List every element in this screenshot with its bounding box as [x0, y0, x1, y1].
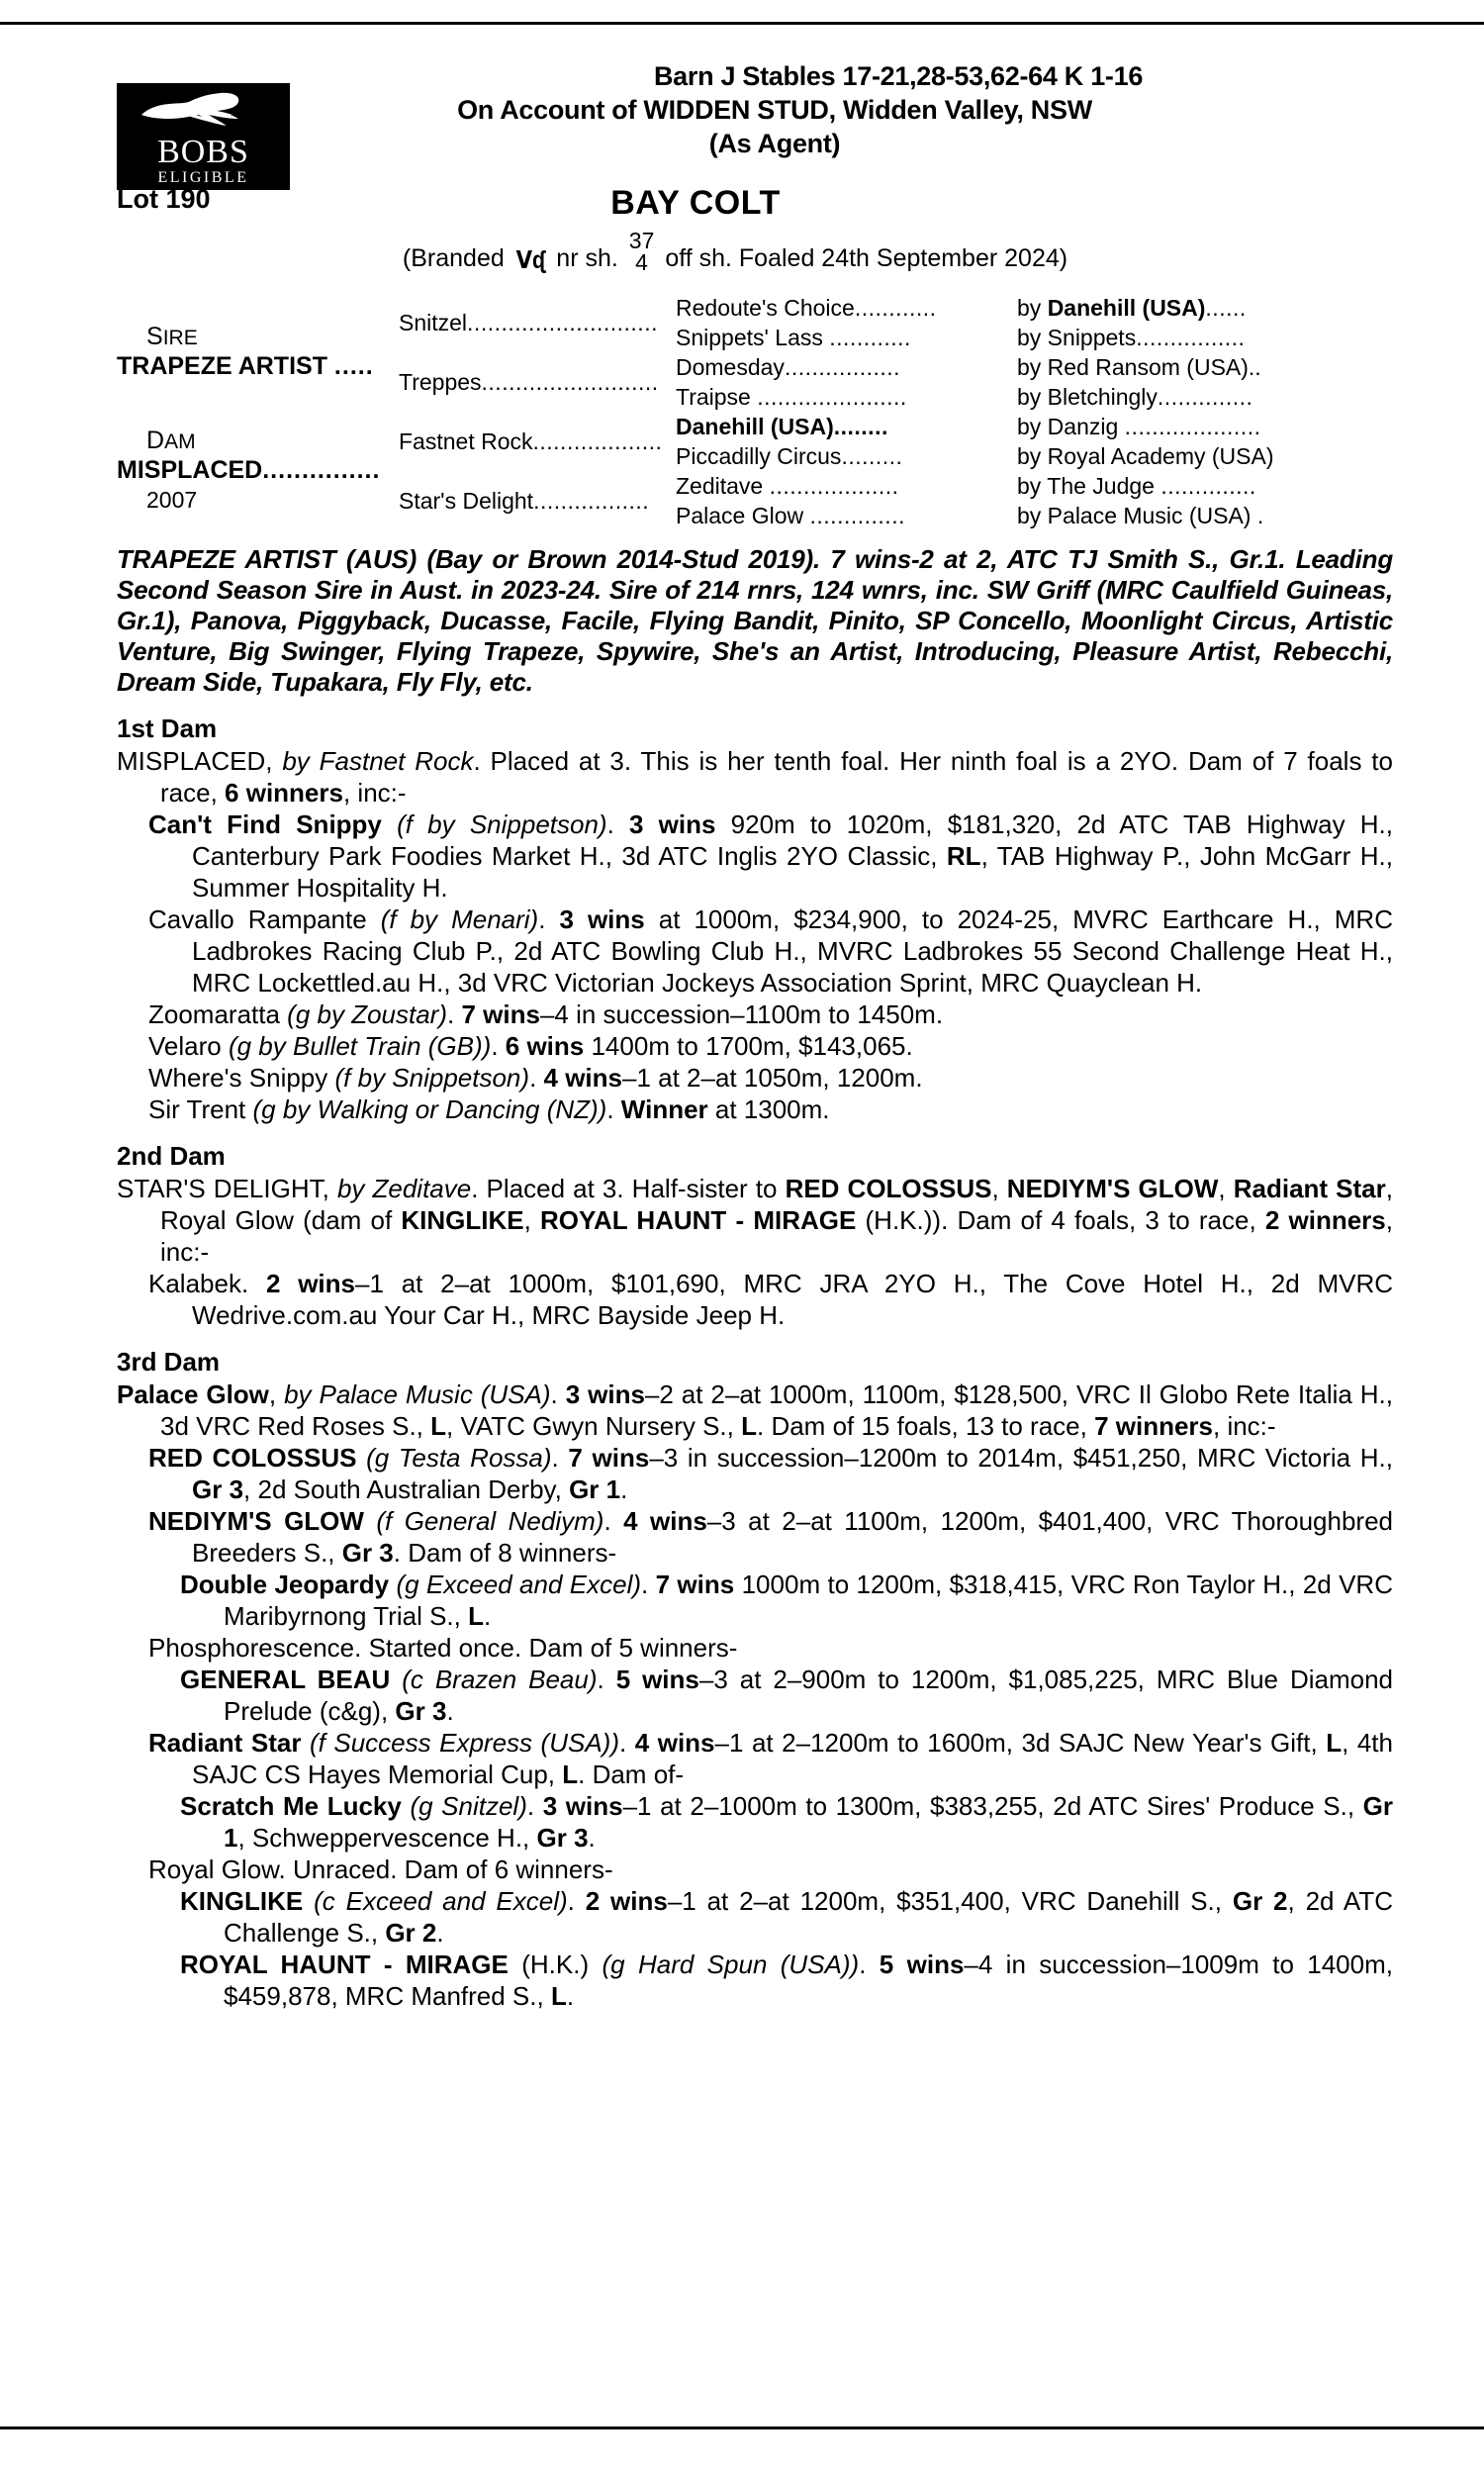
account-line: On Account of WIDDEN STUD, Widden Valley, NSW — [457, 95, 1092, 125]
pedigree-ggp-5: Piccadilly Circus......... — [676, 443, 903, 469]
brand-symbol-icon: Vᶑ — [515, 245, 545, 274]
brand-prefix-text: (Branded — [402, 244, 505, 272]
second-dam-heading: 2nd Dam — [117, 1141, 226, 1171]
first-dam-lead: MISPLACED, by Fastnet Rock. Placed at 3. This is her tenth foal. Her ninth foal is a 2YO. Dam of 7 foals to race, 6 winners, inc:- — [117, 746, 1393, 808]
first-dam-progeny-4: Where's Snippy (f by Snippetson). 4 wins–1 at 2–at 1050m, 1200m. — [148, 1063, 923, 1093]
pedigree-gggp-1: by Snippets................ — [1017, 325, 1246, 350]
page-top-rule — [0, 22, 1484, 25]
pedigree-ggp-2: Domesday................. — [676, 354, 901, 380]
dam-name: MISPLACED............... — [117, 456, 381, 484]
pedigree-gp-0: Snitzel ............................ — [399, 310, 658, 335]
second-dam-progeny-0: Kalabek. 2 wins–1 at 2–at 1000m, $101,690, MRC JRA 2YO H., The Cove Hotel H., 2d MVRC Wedrive.com.au Your Car H., MRC Bayside Jeep H. — [148, 1269, 1394, 1330]
first-dam-progeny-3: Velaro (g by Bullet Train (GB)). 6 wins 1400m to 1700m, $143,065. — [148, 1031, 913, 1061]
pedigree-ggp-3: Traipse ...................... — [676, 384, 907, 410]
third-dam-progeny-3: Phosphorescence. Started once. Dam of 5 winners- — [148, 1633, 738, 1663]
pedigree-parents-column — [117, 293, 399, 530]
third-dam-progeny-4: GENERAL BEAU (c Brazen Beau). 5 wins–3 at 2–900m to 1200m, $1,085,225, MRC Blue Diamond Prelude (c&g), Gr 3. — [180, 1665, 1393, 1726]
first-dam-progeny-1: Cavallo Rampante (f by Menari). 3 wins at 1000m, $234,900, to 2024-25, MVRC Earthcare H., MRC Ladbrokes Racing Club P., 2d ATC Bowling Club H., MVRC Ladbrokes 55 Second Challenge Heat H., MRC Lockettled.au H., 3d VRC Victorian Jockeys Association Sprint, MRC Quayclean H. — [148, 904, 1393, 998]
pedigree-gggp-3: by Bletchingly.............. — [1017, 384, 1253, 410]
pedigree-ggp-1: Snippets' Lass ............ — [676, 325, 911, 350]
pedigree-table — [117, 293, 1393, 530]
brand-suffix-text: off sh. Foaled 24th September 2024) — [665, 244, 1068, 272]
page-bottom-rule — [0, 2426, 1484, 2429]
header-text-lines — [117, 59, 1393, 160]
pedigree-gggp-4: by Danzig .................... — [1017, 414, 1261, 439]
first-dam-progeny-5: Sir Trent (g by Walking or Dancing (NZ)). Winner at 1300m. — [148, 1094, 830, 1124]
brand-number-fraction — [629, 230, 655, 273]
third-dam-progeny-0: RED COLOSSUS (g Testa Rossa). 7 wins–3 in succession–1200m to 2014m, $451,250, MRC Victoria H., Gr 3, 2d South Australian Derby, Gr 1. — [148, 1443, 1393, 1504]
third-dam-heading: 3rd Dam — [117, 1347, 221, 1377]
first-dam-heading: 1st Dam — [117, 714, 218, 743]
brand-number-bottom: 4 — [635, 249, 648, 275]
dam-role-label: DAM — [146, 427, 196, 454]
first-dam-progeny-0: Can't Find Snippy (f by Snippetson). 3 wins 920m to 1020m, $181,320, 2d ATC TAB Highway H., Canterbury Park Foodies Market H., 3d ATC Inglis 2YO Classic, RL, TAB Highway P., John McGarr H., Summer Hospitality H. — [148, 809, 1393, 903]
bobs-logo-word: BOBS — [157, 134, 249, 170]
pedigree-gggp-2: by Red Ransom (USA).. — [1017, 354, 1261, 380]
lot-title-row — [117, 184, 1393, 224]
pedigree-gp-3: Star's Delight ................. — [399, 488, 650, 514]
page-header — [117, 59, 1393, 186]
third-dam-progeny-7: Royal Glow. Unraced. Dam of 6 winners- — [148, 1855, 613, 1884]
third-dam-progeny-9: ROYAL HAUNT - MIRAGE (H.K.) (g Hard Spun (USA)). 5 wins–4 in succession–1009m to 1400m, $459,878, MRC Manfred S., L. — [180, 1950, 1393, 2011]
page-content — [117, 59, 1393, 2012]
third-dam-progeny-6: Scratch Me Lucky (g Snitzel). 3 wins–1 at 2–1000m to 1300m, $383,255, 2d ATC Sires' Produce S., Gr 1, Schweppervescence H., Gr 3. — [180, 1791, 1393, 1853]
dam-year: 2007 — [146, 487, 198, 513]
sire-summary-paragraph: TRAPEZE ARTIST (AUS) (Bay or Brown 2014-Stud 2019). 7 wins-2 at 2, ATC TJ Smith S., Gr.1. Leading Second Season Sire in Aust. in 2023-24. Sire of 214 rnrs, 124 wnrs, inc. SW Griff (MRC Caulfield Guineas, Gr.1), Panova, Piggyback, Ducasse, Facile, Flying Bandit, Pinito, SP Concello, Moonlight Circus, Artistic Venture, Big Swinger, Flying Trapeze, Spywire, She's an Artist, Introducing, Pleasure Artist, Rebecchi, Dream Side, Tupakara, Fly Fly, etc. — [117, 544, 1393, 697]
pedigree-ggp-0: Redoute's Choice............ — [676, 295, 937, 321]
first-dam-progeny-2: Zoomaratta (g by Zoustar). 7 wins–4 in succession–1100m to 1450m. — [148, 999, 944, 1029]
third-dam-progeny-5: Radiant Star (f Success Express (USA)). 4 wins–1 at 2–1200m to 1600m, 3d SAJC New Year's Gift, L, 4th SAJC CS Hayes Memorial Cup, L. Dam of- — [148, 1728, 1393, 1789]
lot-number: Lot 190 — [117, 184, 211, 214]
pedigree-ggp-7: Palace Glow .............. — [676, 503, 905, 528]
second-dam-lead: STAR'S DELIGHT, by Zeditave. Placed at 3. Half-sister to RED COLOSSUS, NEDIYM'S GLOW, Radiant Star, Royal Glow (dam of KINGLIKE, ROYAL HAUNT - MIRAGE (H.K.)). Dam of 4 foals, 3 to race, 2 winners, inc:- — [117, 1174, 1393, 1267]
pedigree-ggp-6: Zeditave ................... — [676, 473, 899, 499]
pedigree-gp-2: Fastnet Rock ................... — [399, 428, 663, 454]
barn-stables-line: Barn J Stables 17-21,28-53,62-64 K 1-16 — [653, 61, 1144, 91]
third-dam-lead: Palace Glow, by Palace Music (USA). 3 wins–2 at 2–at 1000m, 1100m, $128,500, VRC Il Globo Rete Italia H., 3d VRC Red Roses S., L, VATC Gwyn Nursery S., L. Dam of 15 foals, 13 to race, 7 winners, inc:- — [117, 1380, 1394, 1441]
third-dam-progeny-8: KINGLIKE (c Exceed and Excel). 2 wins–1 at 2–at 1200m, $351,400, VRC Danehill S., Gr 2, 2d ATC Challenge S., Gr 2. — [180, 1886, 1393, 1948]
brand-near-shoulder-text: nr sh. — [556, 244, 618, 272]
pedigree-dam-block — [117, 412, 399, 530]
third-dam-progeny-1: NEDIYM'S GLOW (f General Nediym). 4 wins–3 at 2–at 1100m, 1200m, $401,400, VRC Thoroughbred Breeders S., Gr 3. Dam of 8 winners- — [148, 1506, 1393, 1568]
sire-name: TRAPEZE ARTIST ..... — [117, 352, 374, 380]
pedigree-gggp-6: by The Judge .............. — [1017, 473, 1256, 499]
pedigree-sire-block — [117, 293, 399, 412]
pedigree-ggp-4: Danehill (USA)........ — [676, 414, 888, 439]
pedigree-gp-1: Treppes .......................... — [399, 369, 659, 395]
brand-number-top: 37 — [628, 228, 655, 253]
bobs-horse-icon — [130, 89, 278, 131]
brand-details-line — [117, 230, 1393, 275]
pedigree-gggp-0: by Danehill (USA)...... — [1017, 295, 1247, 321]
pedigree-grandparents-column — [399, 293, 676, 530]
pedigree-great-grandparents-column — [676, 293, 1017, 530]
sire-role-label: SIRE — [146, 323, 198, 350]
pedigree-gggp-7: by Palace Music (USA) . — [1017, 503, 1264, 528]
third-dam-progeny-2: Double Jeopardy (g Exceed and Excel). 7 wins 1000m to 1200m, $318,415, VRC Ron Taylor H., 2d VRC Maribyrnong Trial S., L. — [180, 1570, 1393, 1631]
lot-colour-sex: BAY COLT — [610, 184, 781, 222]
pedigree-gggp-column — [1017, 293, 1373, 530]
as-agent-line: (As Agent) — [708, 129, 841, 158]
bobs-logo-sub: ELIGIBLE — [157, 169, 249, 186]
pedigree-gggp-5: by Royal Academy (USA) — [1017, 443, 1274, 469]
bobs-eligible-logo — [117, 83, 290, 190]
